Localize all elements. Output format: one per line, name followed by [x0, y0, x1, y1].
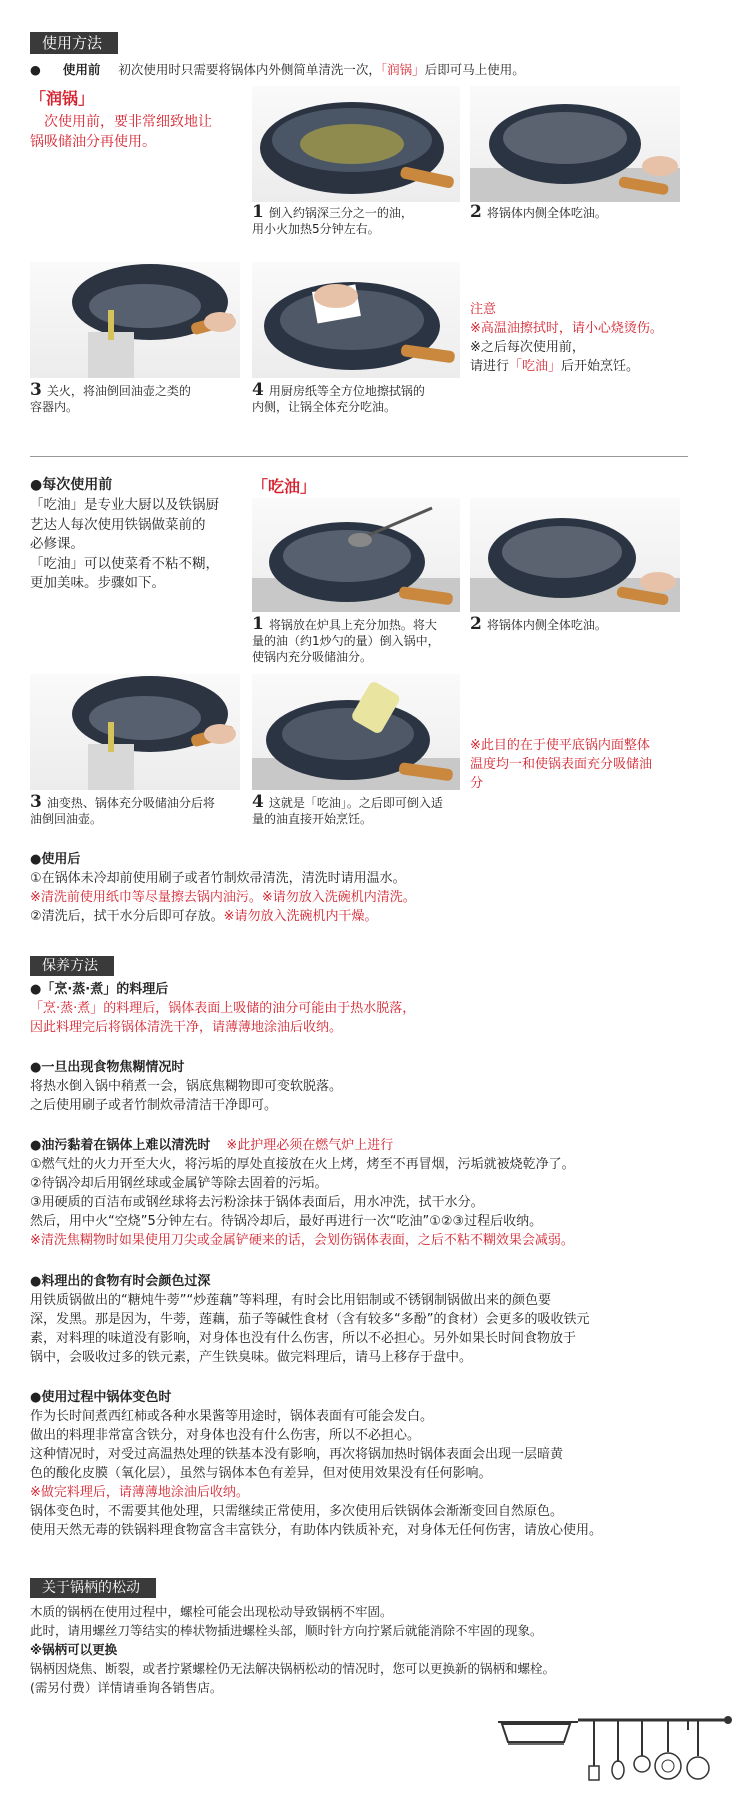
care-discolor-section: ●使用过程中锅体变色时 作为长时间煮西红柿或各种水果酱等用途时，锅体表面有可能会发白。 做出的料理非常富含铁分，对身体也没有什么伤害，所以不必担心。 这种情况时，对受过高温热处理的铁基本没有影响，再次将锅加热时锅体表面会出现一层暗黄 色的酸化皮膜（氧化层），虽然与锅体本色有差异，但对使用效果没有任何影响。 ※做完料理后，请薄薄地涂油后收纳。 锅体变色时，不需要其他处理，只需继续正常使用，多次使用后铁锅体会渐渐变回自然原色。 使用天然无毒的铁锅料理食物富含丰富铁分，有助体内铁质补充，对身体无任何伤害，请放心使用。	[30, 1390, 603, 1538]
divider	[30, 456, 688, 457]
oiling-step4-caption: 4 这就是「吃油」。之后即可倒入适 量的油直接开始烹饪。	[252, 792, 443, 826]
kitchen-utensils-illustration	[498, 1700, 738, 1790]
each-use-title: ●每次使用前	[30, 477, 113, 493]
seasoning-step1-caption: 1 倒入约锅深三分之一的油， 用小火加热5分钟左右。	[252, 202, 413, 236]
after-use-section: ●使用后 ①在锅体未冷却前使用刷子或者竹制炊帚清洗，清洗时请用温水。 ※清洗前使用纸巾等尽量擦去锅内油污。※请勿放入洗碗机内清洗。 ②清洗后，拭干水分后即可存放。※请勿放入洗碗机内干燥。	[30, 852, 416, 924]
seasoning-step2-photo	[470, 86, 680, 202]
care-grease-section: ●油污黏着在锅体上难以清洗时 ※此护理必须在燃气炉上进行 ①燃气灶的火力开至大火，将污垢的厚处直接放在火上烤，烤至不再冒烟，污垢就被烧乾净了。 ②待锅冷却后用钢丝球或金属铲等除去固着的污垢。 ③用硬质的百洁布或钢丝球将去污粉涂抹于锅体表面后，用水冲洗，拭干水分。 然后，用中火“空烧”5分钟左右。待锅冷却后，最好再进行一次“吃油”①②③过程后收纳。 ※清洗焦糊物时如果使用刀尖或金属铲硬来的话，会划伤锅体表面，之后不粘不糊效果会减弱。	[30, 1138, 575, 1248]
care-section: ●「烹·蒸·煮」的料理后 「烹·蒸·煮」的料理后，锅体表面上吸储的油分可能由于热水脱落， 因此料理完后将锅体清洗干净，请薄薄地涂油后收纳。	[30, 982, 416, 1035]
first-use-line: ● 使用前 初次使用时只需要将锅体内外侧简单清洗一次，「润锅」后即可马上使用。	[30, 62, 525, 77]
oiling-step4-photo	[252, 674, 460, 790]
care-color-section: ●料理出的食物有时会颜色过深 用铁质锅做出的“糖炖牛蒡”“炒莲藕”等料理，有时会比用铝制或不锈钢制锅做出来的颜色要 深，发黑。那是因为，牛蒡，莲藕，茄子等碱性食材（含有较多“多酚”的食材）会更多的吸收铁元 素，对料理的味道没有影响，对身体也没有什么伤害，所以不必担心。另外如果长时间食物放于 锅中，会吸收过多的铁元素，产生铁臭味。做完料理后，请马上移存于盘中。	[30, 1274, 590, 1365]
oiling-step1-photo	[252, 498, 460, 612]
seasoning-step3-photo	[30, 262, 240, 378]
seasoning-step4-caption: 4 用厨房纸等全方位地擦拭锅的 内侧，让锅全体充分吃油。	[252, 380, 425, 414]
oiling-step2-caption: 2 将锅体内侧全体吃油。	[470, 614, 607, 634]
seasoning-title: 「润锅」	[30, 89, 95, 108]
seasoning-desc: 次使用前，要非常细致地让 锅吸储油分再使用。	[30, 114, 212, 150]
oiling-note: ※此目的在于使平底锅内面整体 温度均一和使锅表面充分吸储油 分	[470, 738, 653, 791]
seasoning-step2-caption: 2 将锅体内侧全体吃油。	[470, 202, 607, 222]
oiling-step1-caption: 1 将锅放在炉具上充分加热。将大 量的油（约1炒勺的量）倒入锅中， 使锅内充分吸储油分。	[252, 614, 440, 664]
care-header: 保养方法	[30, 956, 114, 976]
seasoning-step4-photo	[252, 262, 460, 378]
seasoning-note: 注意 ※高温油擦拭时，请小心烧烫伤。 ※之后每次使用前， 请进行「吃油」后开始烹饪。	[470, 302, 663, 374]
oiling-step2-photo	[470, 498, 680, 612]
seasoning-step3-caption: 3 关火，将油倒回油壶之类的 容器内。	[30, 380, 191, 414]
each-use-desc: 「吃油」是专业大厨以及铁锅厨 艺达人每次使用铁锅做菜前的 必修课。 「吃油」可以使菜肴不粘不糊， 更加美味。步骤如下。	[30, 497, 219, 591]
first-use-label: 使用前	[62, 62, 101, 77]
oiling-step3-caption: 3 油变热、锅体充分吸储油分后将 油倒回油壶。	[30, 792, 215, 826]
handle-section: 木质的锅柄在使用过程中，螺栓可能会出现松动导致锅柄不牢固。 此时，请用螺丝刀等结实的棒状物插进螺栓头部，顺时针方向拧紧后就能消除不牢固的现象。 ※锅柄可以更换 锅柄因烧焦、断裂，或者拧紧螺栓仍无法解决锅柄松动的情况时，您可以更换新的锅柄和螺栓。 (需另付费）详情请垂询各销售店。	[30, 1604, 556, 1695]
seasoning-step1-photo	[252, 86, 460, 202]
oiling-step3-photo	[30, 674, 240, 790]
usage-header: 使用方法	[30, 32, 118, 54]
care-burnt-section: ●一旦出现食物焦糊情况时 将热水倒入锅中稍煮一会，锅底焦糊物即可变软脱落。 之后使用刷子或者竹制炊帚清洁干净即可。	[30, 1060, 343, 1113]
oiling-title: 「吃油」	[252, 477, 317, 496]
handle-header: 关于锅柄的松动	[30, 1578, 156, 1598]
